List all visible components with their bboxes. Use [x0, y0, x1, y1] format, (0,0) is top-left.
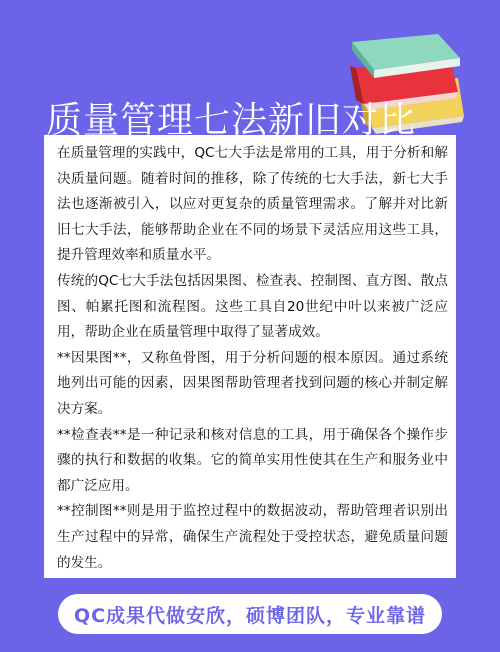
paragraph-check-sheet: **检查表**是一种记录和核对信息的工具，用于确保各个操作步骤的执行和数据的收集。它的简单实用性使其在生产和服务业中都广泛应用。	[57, 426, 448, 494]
paragraph-intro: 在质量管理的实践中，QC七大手法是常用的工具，用于分析和解决质量问题。随着时间的推移，除了传统的七大手法，新七大手法也逐渐被引入，以应对更复杂的质量管理需求。了解并对比新旧七大手法，能够帮助企业在不同的场景下灵活应用这些工具，提升管理效率和质量水平。	[57, 145, 448, 264]
paragraph-cause-effect-diagram: **因果图**，又称鱼骨图，用于分析问题的根本原因。通过系统地列出可能的因素，因果图帮助管理者找到问题的核心并制定解决方案。	[57, 349, 448, 417]
footer-slogan-text: QC成果代做安欣，硕博团队，专业靠谱	[73, 604, 427, 627]
article-body	[44, 135, 456, 576]
page-title: 质量管理七法新旧对比	[46, 100, 417, 141]
content-card	[44, 135, 456, 578]
paragraph-traditional-tools: 传统的QC七大手法包括因果图、检查表、控制图、直方图、散点图、帕累托图和流程图。这些工具自20世纪中叶以来被广泛应用，帮助企业在质量管理中取得了显著成效。	[57, 272, 448, 341]
paragraph-control-chart: **控制图**则是用于监控过程中的数据波动，帮助管理者识别出生产过程中的异常，确保生产流程处于受控状态，避免质量问题的发生。	[57, 503, 448, 571]
footer-slogan-banner	[58, 594, 442, 634]
